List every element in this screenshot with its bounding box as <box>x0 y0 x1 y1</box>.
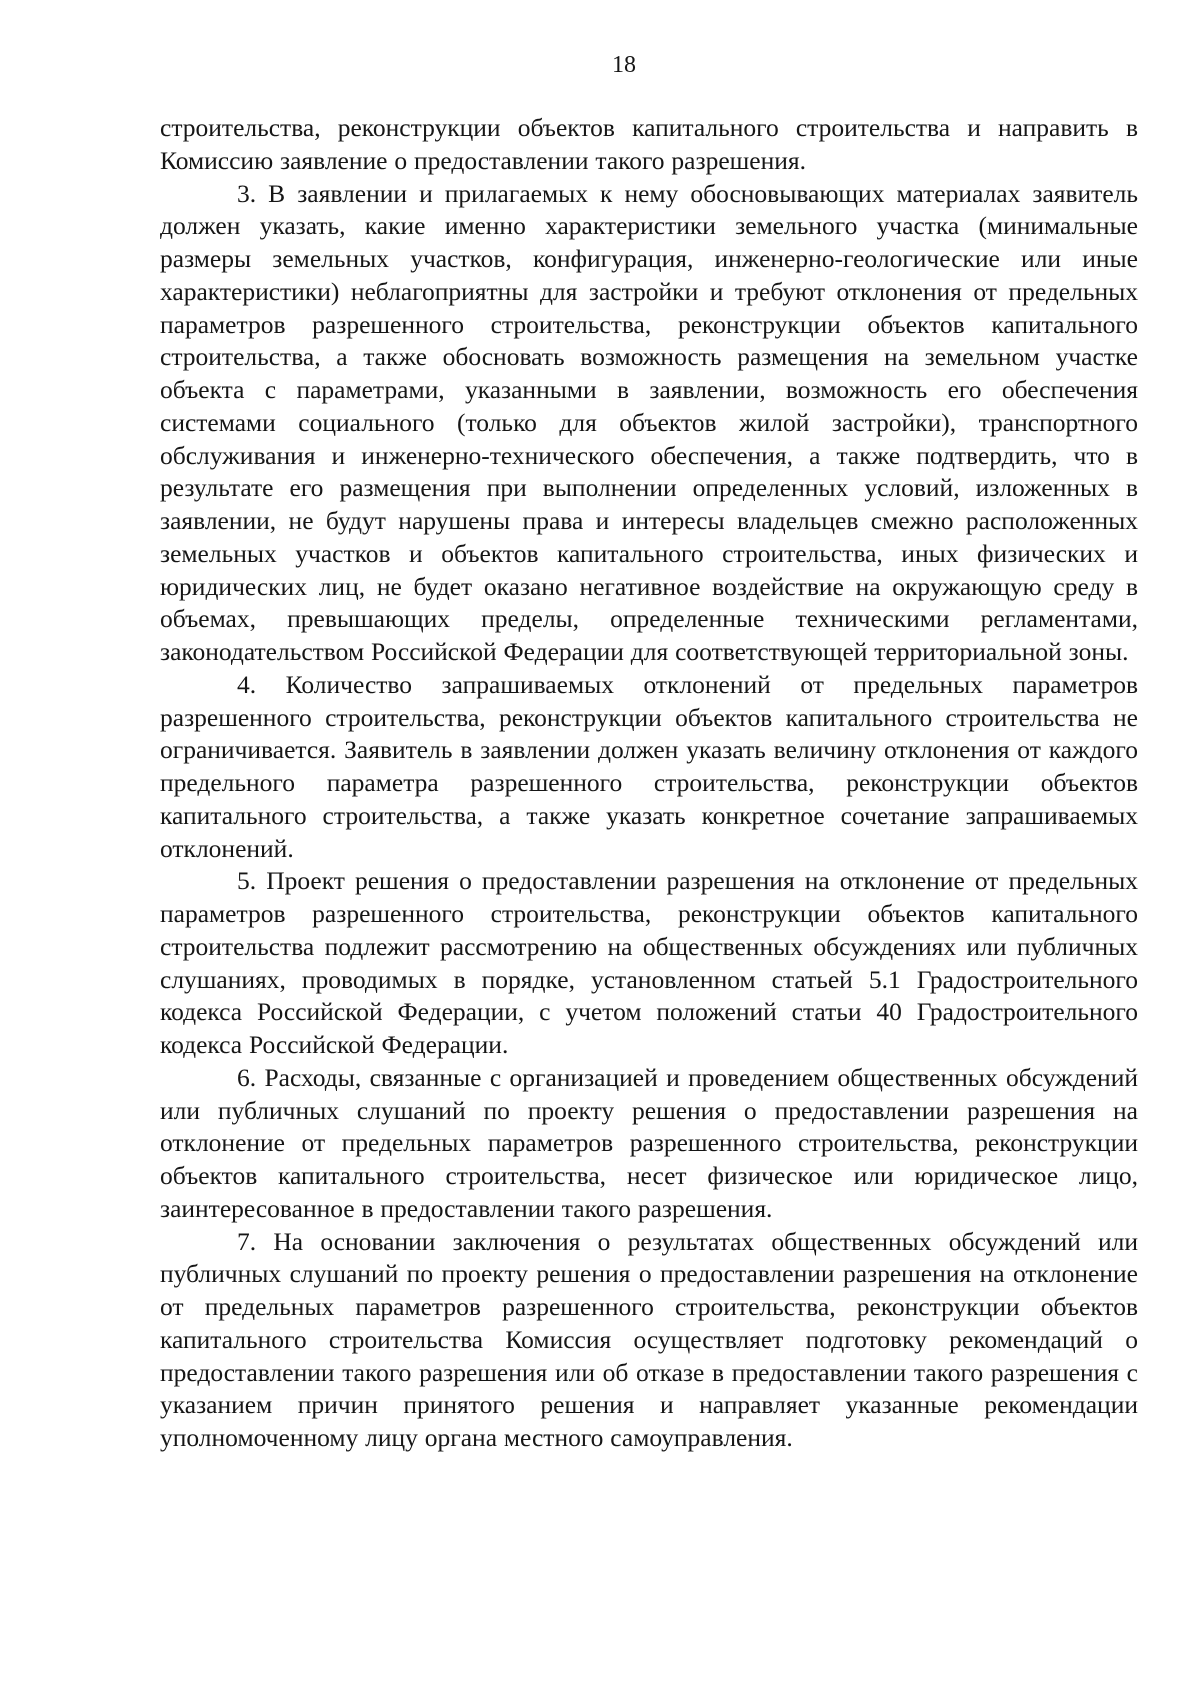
document-body <box>160 112 1138 1455</box>
paragraph-item-4: 4. Количество запрашиваемых отклонений от предельных параметров разрешенного строительства, реконструкции объектов капитального строительства не ограничивается. Заявитель в заявлении должен указать величину отклонения от каждого предельного параметра разрешенного строительства, реконструкции объектов капитального строительства, а также указать конкретное сочетание запрашиваемых отклонений. <box>160 669 1138 863</box>
paragraph-item-3: 3. В заявлении и прилагаемых к нему обосновывающих материалах заявитель должен указать, какие именно характеристики земельного участка (минимальные размеры земельных участков, конфигурация, инженерно-геологические или иные характеристики) неблагоприятны для застройки и требуют отклонения от предельных параметров разрешенного строительства, реконструкции объектов капитального строительства, а также обосновать возможность размещения на земельном участке объекта с параметрами, указанными в заявлении, возможность его обеспечения системами социального (только для объектов жилой застройки), транспортного обслуживания и инженерно-технического обеспечения, а также подтвердить, что в результате его размещения при выполнении определенных условий, изложенных в заявлении, не будут нарушены права и интересы владельцев смежно расположенных земельных участков и объектов капитального строительства, иных физических и юридических лиц, не будет оказано негативное воздействие на окружающую среду в объемах, превышающих пределы, определенные техническими регламентами, законодательством Российской Федерации для соответствующей территориальной зоны. <box>160 178 1138 666</box>
page-number: 18 <box>612 52 636 78</box>
paragraph-item-7: 7. На основании заключения о результатах общественных обсуждений или публичных слушаний по проекту решения о предоставлении разрешения на отклонение от предельных параметров разрешенного строительства, реконструкции объектов капитального строительства Комиссия осуществляет подготовку рекомендаций о предоставлении такого разрешения или об отказе в предоставлении такого разрешения с указанием причин принятого решения и направляет указанные рекомендации уполномоченному лицу органа местного самоуправления. <box>160 1226 1138 1452</box>
paragraph-item-5: 5. Проект решения о предоставлении разрешения на отклонение от предельных параметров разрешенного строительства, реконструкции объектов капитального строительства подлежит рассмотрению на общественных обсуждениях или публичных слушаниях, проводимых в порядке, установленном статьей 5.1 Градостроительного кодекса Российской Федерации, с учетом положений статьи 40 Градостроительного кодекса Российской Федерации. <box>160 866 1138 1059</box>
paragraph-item-6: 6. Расходы, связанные с организацией и проведением общественных обсуждений или публичных слушаний по проекту решения о предоставлении разрешения на отклонение от предельных параметров разрешенного строительства, реконструкции объектов капитального строительства, несет физическое или юридическое лицо, заинтересованное в предоставлении такого разрешения. <box>160 1062 1138 1223</box>
paragraph-continuation: строительства, реконструкции объектов капитального строительства и направить в Комиссию заявление о предоставлении такого разрешения. <box>160 113 1138 175</box>
